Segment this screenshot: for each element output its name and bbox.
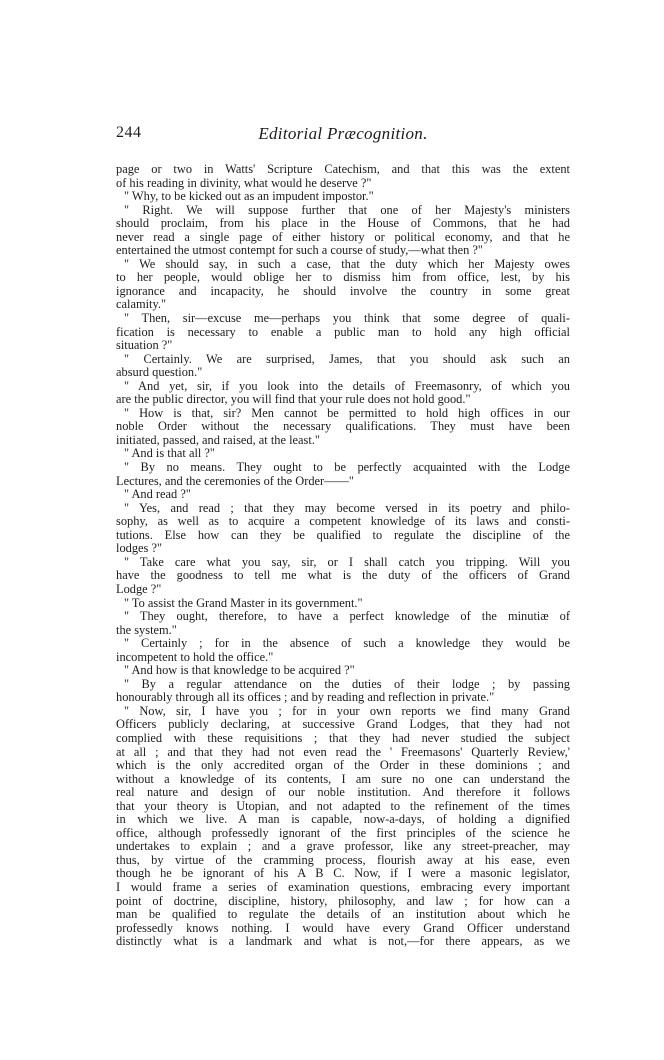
text-line: thus, by virtue of the cramming process, flourish away at his ease, even — [116, 853, 570, 867]
text-line: " Now, sir, I have you ; for in your own reports we find many Grand — [124, 704, 570, 718]
text-line: have the goodness to tell me what is the duty of the officers of Grand — [116, 569, 570, 583]
text-line: Lectures, and the ceremonies of the Order——" — [116, 474, 354, 488]
text-line: never read a single page of either history or political economy, and that he — [116, 230, 570, 244]
text-line: " Certainly. We are surprised, James, that you should ask such an — [124, 352, 570, 366]
running-title: Editorial Præcognition. — [258, 124, 428, 143]
text-line: entertained the utmost contempt for such a course of study,—what then ?" — [116, 244, 483, 258]
text-line: of his reading in divinity, what would he deserve ?" — [116, 176, 372, 190]
text-line: page or two in Watts' Scripture Catechism, and that this was the extent — [116, 163, 570, 176]
text-line: noble Order without the necessary qualifications. They must have been — [116, 420, 570, 434]
text-line: incompetent to hold the office." — [116, 650, 274, 664]
text-line: " Then, sir—excuse me—perhaps you think that some degree of quali- — [124, 312, 570, 326]
text-line: " Right. We will suppose further that one of her Majesty's ministers — [124, 203, 570, 217]
text-line: are the public director, you will find that your rule does not hold good." — [116, 393, 471, 407]
text-line: " To assist the Grand Master in its government." — [124, 596, 363, 610]
text-line: distinctly what is a landmark and what is not,—for there appears, as we — [116, 935, 570, 949]
text-line: I would frame a series of examination questions, embracing every important — [116, 880, 570, 894]
text-line: " They ought, therefore, to have a perfect knowledge of the minutiæ of — [124, 610, 570, 624]
page-number: 244 — [116, 124, 142, 141]
text-line: calamity." — [116, 298, 167, 312]
text-line: " How is that, sir? Men cannot be permitted to hold high offices in our — [124, 406, 570, 420]
text-line: " By no means. They ought to be perfectly acquainted with the Lodge — [124, 461, 570, 475]
text-line: fication is necessary to enable a public man to hold any high official — [116, 325, 570, 339]
text-line: " And read ?" — [124, 488, 191, 502]
text-line: " And is that all ?" — [124, 447, 215, 461]
body-text — [116, 163, 570, 949]
text-line: situation ?" — [116, 339, 173, 353]
text-line: office, although professedly ignorant of the first principles of the science he — [116, 826, 570, 840]
text-line: absurd question." — [116, 366, 203, 380]
text-line: in which we live. A man is capable, now-a-days, of holding a dignified — [116, 813, 570, 827]
page-header — [116, 124, 570, 146]
text-line: Lodge ?" — [116, 582, 162, 596]
text-line: undertakes to explain ; and a grave professor, like any street-preacher, may — [116, 840, 570, 854]
text-line: the system." — [116, 623, 177, 637]
text-line: should proclaim, from his place in the House of Commons, that he had — [116, 217, 570, 231]
text-line: point of doctrine, discipline, history, philosophy, and law ; for how can a — [116, 894, 570, 908]
text-line: " Take care what you say, sir, or I shall catch you tripping. Will you — [124, 555, 570, 569]
text-line: Officers publicly declaring, at successive Grand Lodges, that they had not — [116, 718, 570, 732]
text-line: though he be ignorant of his A B C. Now, if I were a masonic legislator, — [116, 867, 570, 881]
text-line: that your theory is Utopian, and not adapted to the refinement of the times — [116, 799, 570, 813]
text-line: initiated, passed, and raised, at the least." — [116, 433, 320, 447]
text-line: real nature and design of our noble institution. And therefore it follows — [116, 786, 570, 800]
text-line: professedly knows nothing. I would have every Grand Officer understand — [116, 921, 570, 935]
text-line: man be qualified to regulate the details of an institution about which he — [116, 908, 570, 922]
text-line: without a knowledge of its contents, I am sure no one can understand the — [116, 772, 570, 786]
text-line: to her people, would oblige her to dismiss him from office, lest, by his — [116, 271, 570, 285]
text-line: " And yet, sir, if you look into the details of Freemasonry, of which you — [124, 379, 570, 393]
text-line: ignorance and incapacity, he should involve the country in some great — [116, 284, 570, 298]
text-line: " We should say, in such a case, that the duty which her Majesty owes — [124, 257, 570, 271]
text-line: " Yes, and read ; that they may become versed in its poetry and philo- — [124, 501, 570, 515]
text-line: tutions. Else how can they be qualified to regulate the discipline of the — [116, 528, 570, 542]
text-line: " Why, to be kicked out as an impudent impostor." — [124, 190, 374, 204]
text-line: " Certainly ; for in the absence of such a knowledge they would be — [124, 637, 570, 651]
text-line: honourably through all its offices ; and by reading and reflection in private." — [116, 691, 495, 705]
text-line: " And how is that knowledge to be acquired ?" — [124, 664, 355, 678]
text-line: sophy, as well as to acquire a competent knowledge of its laws and consti- — [116, 515, 570, 529]
text-line: at all ; and that they had not even read the ' Freemasons' Quarterly Review,' — [116, 745, 570, 759]
text-line: which is the only accredited organ of the Order in these dominions ; and — [116, 759, 570, 773]
text-line: " By a regular attendance on the duties of their lodge ; by passing — [124, 677, 570, 691]
text-line: lodges ?" — [116, 542, 163, 556]
text-line: complied with these requisitions ; that they had never studied the subject — [116, 731, 570, 745]
